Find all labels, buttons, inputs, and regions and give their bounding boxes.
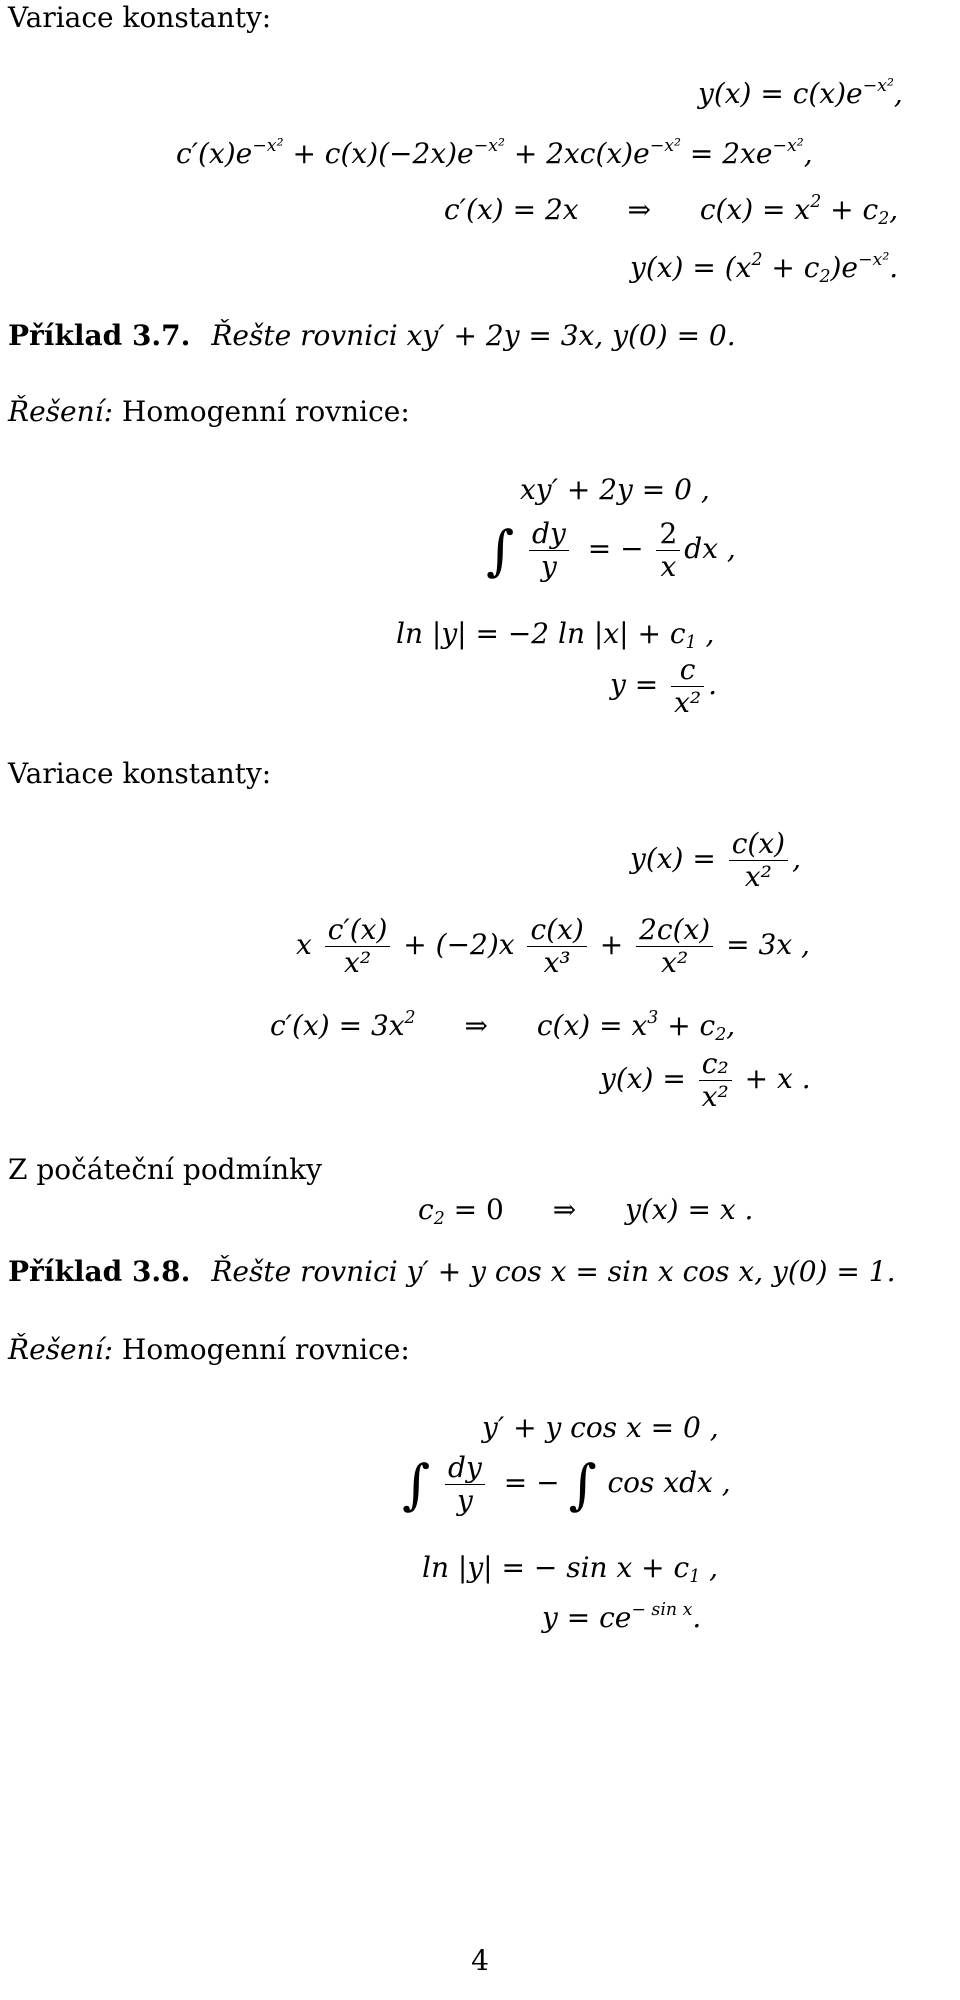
example-task: Řešte rovnici y′ + y cos x = sin x cos x, y(0) = 1. bbox=[211, 1255, 896, 1288]
heading-variace-2: Variace konstanty: bbox=[8, 757, 272, 790]
heading-variace-1: Variace konstanty: bbox=[8, 1, 272, 34]
fraction: $\frac{dy}{y}$ bbox=[445, 1454, 485, 1515]
homogeneous-label: Homogenní rovnice: bbox=[121, 395, 410, 428]
integral-sign: ∫ bbox=[486, 518, 515, 582]
homogeneous-label: Homogenní rovnice: bbox=[121, 1333, 410, 1366]
fraction: $\frac{dy}{y}$ bbox=[529, 520, 569, 581]
example-3-7 bbox=[8, 319, 736, 352]
equation-b1: xy′ + 2y = 0 , bbox=[520, 473, 710, 506]
integral-sign: ∫ bbox=[402, 1452, 431, 1516]
fraction: $\frac{c(x)}{\text{x²}}$ bbox=[729, 830, 788, 891]
example-task: Řešte rovnici xy′ + 2y = 3x, y(0) = 0. bbox=[211, 319, 736, 352]
equation-d1: $c_2 = 0$ ⇒ y(x) = x . bbox=[418, 1193, 754, 1230]
equation-a1: $y(x) = c(x)e^{-x^2}$, bbox=[698, 75, 903, 110]
fraction: $\frac{\text{c₂}}{\text{x²}}$ bbox=[699, 1050, 732, 1111]
fraction: $\frac{c}{\text{x²}}$ bbox=[671, 656, 704, 717]
implies-arrow: ⇒ bbox=[464, 1009, 488, 1042]
page-number: 4 bbox=[471, 1944, 489, 1977]
equation-b2: ∫ $\frac{dy}{y}$ = − $\frac{2}{x}$ dx , bbox=[486, 517, 736, 583]
equation-a4: $y(x) = (x^2 + c_2)e^{-x^2}$. bbox=[630, 249, 899, 288]
solution-line bbox=[8, 395, 410, 428]
solution-label: Řešení: bbox=[8, 1333, 114, 1366]
equation-a2: $c'(x)e^{-x^2} + c(x)(-2x)e^{-x^2} + 2xc(x)e^{-x^2} = 2xe^{-x^2}$, bbox=[176, 135, 813, 170]
fraction: $\frac{2}{x}$ bbox=[656, 520, 680, 581]
fraction: $\frac{c(x)}{\text{x³}}$ bbox=[527, 916, 586, 977]
solution-line bbox=[8, 1333, 410, 1366]
fraction: $\frac{c'(x)}{\text{x²}}$ bbox=[325, 916, 391, 977]
solution-label: Řešení: bbox=[8, 395, 114, 428]
equation-b4: y = $\frac{c}{\text{x²}}$ . bbox=[610, 653, 718, 719]
example-title: Příklad 3.7. bbox=[8, 319, 191, 352]
equation-e4: $y = ce^{- sin x}$. bbox=[542, 1599, 702, 1634]
fraction: $\frac{2c(x)}{\text{x²}}$ bbox=[636, 916, 713, 977]
initial-condition-label: Z počáteční podmínky bbox=[8, 1153, 322, 1186]
implies-arrow: ⇒ bbox=[552, 1193, 577, 1226]
equation-c1: y(x) = $\frac{c(x)}{\text{x²}}$ , bbox=[630, 827, 801, 893]
equation-e3: ln |y| = − $\sin x + c_1$ , bbox=[422, 1551, 719, 1588]
equation-e1: y′ + y cos x = 0 , bbox=[482, 1411, 719, 1444]
equation-c4: y(x) = $\frac{\text{c₂}}{\text{x²}}$ + x . bbox=[600, 1047, 811, 1113]
example-3-8 bbox=[8, 1255, 896, 1288]
integral-sign: ∫ bbox=[568, 1452, 597, 1516]
equation-c3: $c'(x) = 3x^2$ ⇒ $c(x) = x^3 + c_2$, bbox=[270, 1007, 736, 1046]
implies-arrow: ⇒ bbox=[627, 193, 651, 226]
equation-c2: x $\frac{c'(x)}{\text{x²}}$ + (−2)x $\frac{c(x)}{\text{x³}}$ + $\frac{2c(x)}{\text{x²}}$ = 3x , bbox=[296, 913, 810, 979]
equation-b3: ln |y| = −2 $\ln |x| + c_1$ , bbox=[396, 617, 715, 654]
equation-a3: c′(x) = 2x ⇒ $c(x) = x^2 + c_2$, bbox=[444, 191, 899, 230]
equation-e2: ∫ $\frac{dy}{y}$ = − ∫ cos xdx , bbox=[402, 1451, 731, 1517]
example-title: Příklad 3.8. bbox=[8, 1255, 191, 1288]
